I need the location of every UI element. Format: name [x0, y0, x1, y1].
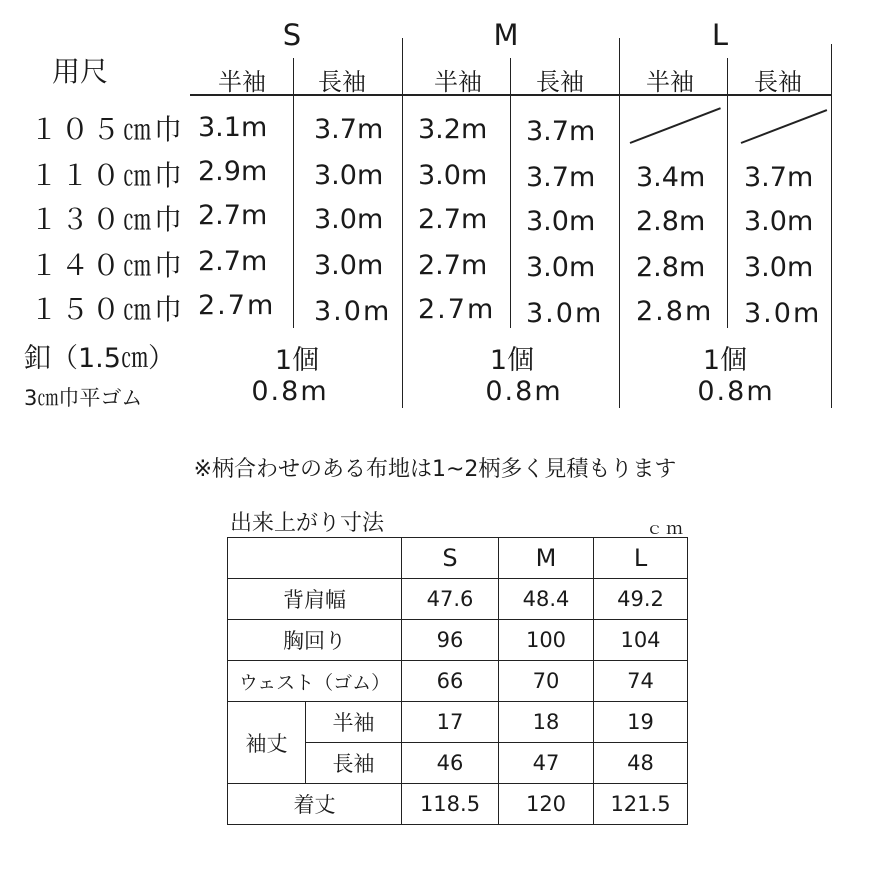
cell: 47.6 [402, 579, 499, 620]
cell: 2.8m [636, 206, 706, 237]
size-header-s: S [282, 18, 302, 52]
divider-m-l [619, 38, 620, 408]
not-applicable-slash [741, 109, 828, 144]
cell: 66 [402, 661, 499, 702]
cell: 18 [499, 702, 594, 743]
elastic-length-s: 0.8m [251, 376, 329, 407]
cell: 104 [594, 620, 688, 661]
cell: 2.7m [418, 204, 488, 235]
dimensions-unit: ｃｍ [646, 519, 686, 539]
pattern-matching-note: ※柄合わせのある布地は1~2柄多く見積もります [193, 457, 677, 482]
header-size-s: S [402, 538, 499, 579]
cell: 2.8m [636, 252, 706, 283]
cell: 2.7m [198, 246, 268, 277]
button-row-label: 釦（1.5㎝） [24, 343, 175, 374]
header-size-m: M [499, 538, 594, 579]
cell: 2.9m [198, 156, 268, 187]
cell: 2.7m [418, 250, 488, 281]
cell: 120 [499, 784, 594, 825]
table-row [228, 661, 688, 702]
cell: 3.7m [744, 162, 814, 193]
cell: 3.7m [526, 116, 596, 147]
cell: 19 [594, 702, 688, 743]
row-label-waist: ウェスト（ゴム） [228, 661, 402, 702]
cell: 2.7m [418, 294, 496, 325]
yardage-title: 用尺 [52, 55, 109, 88]
not-applicable-slash [630, 107, 721, 144]
row-label-long-sleeve: 長袖 [306, 743, 402, 784]
cell: 2.7m [198, 200, 268, 231]
button-qty-l: 1個 [702, 345, 748, 376]
header-corner [228, 538, 402, 579]
cell: 3.0m [314, 250, 384, 281]
button-qty-m: 1個 [489, 345, 535, 376]
cell: 46 [402, 743, 499, 784]
size-header-l: L [711, 18, 729, 52]
table-row [228, 620, 688, 661]
cell: 3.0m [314, 204, 384, 235]
dimensions-title: 出来上がり寸法 [230, 511, 385, 536]
cell: 3.7m [526, 162, 596, 193]
cell: 100 [499, 620, 594, 661]
elastic-length-l: 0.8m [697, 376, 775, 407]
cell: 49.2 [594, 579, 688, 620]
row-group-sleeve-length: 袖丈 [228, 702, 306, 784]
elastic-length-m: 0.8m [485, 376, 563, 407]
divider-s-sleeves [293, 58, 294, 328]
cell: 74 [594, 661, 688, 702]
cell: 70 [499, 661, 594, 702]
cell: 47 [499, 743, 594, 784]
header-rule [190, 94, 832, 96]
row-label-110: １１０㎝巾 [30, 159, 186, 192]
divider-right [831, 44, 832, 408]
table-header-row [228, 538, 688, 579]
cell: 3.7m [314, 114, 384, 145]
sleeve-header-l-short: 半袖 [646, 68, 694, 96]
cell: 3.0m [526, 206, 596, 237]
dimensions-table [227, 537, 688, 825]
row-label-shoulder: 背肩幅 [228, 579, 402, 620]
cell: 2.7m [198, 290, 276, 321]
sleeve-header-m-short: 半袖 [434, 68, 482, 96]
cell: 3.0m [314, 160, 384, 191]
table-row [228, 579, 688, 620]
row-label-chest: 胸回り [228, 620, 402, 661]
cell: 48.4 [499, 579, 594, 620]
cell: 3.0m [314, 296, 392, 327]
divider-m-sleeves [510, 58, 511, 328]
cell: 121.5 [594, 784, 688, 825]
cell: 3.0m [744, 298, 822, 329]
cell: 17 [402, 702, 499, 743]
cell: 118.5 [402, 784, 499, 825]
sleeve-header-s-long: 長袖 [318, 68, 366, 96]
cell: 48 [594, 743, 688, 784]
cell: 3.0m [526, 298, 604, 329]
table-row [228, 702, 688, 743]
divider-l-sleeves [727, 58, 728, 328]
row-label-105: １０５㎝巾 [30, 113, 186, 146]
cell: 2.8m [636, 296, 714, 327]
row-label-130: １３０㎝巾 [30, 203, 186, 236]
table-row [228, 784, 688, 825]
row-label-150: １５０㎝巾 [30, 293, 186, 326]
cell: 3.0m [526, 252, 596, 283]
row-label-140: １４０㎝巾 [30, 249, 186, 282]
sleeve-header-m-long: 長袖 [536, 68, 584, 96]
cell: 3.0m [744, 206, 814, 237]
elastic-row-label: 3㎝巾平ゴム [24, 386, 143, 410]
cell: 3.1m [198, 112, 268, 143]
button-qty-s: 1個 [274, 345, 320, 376]
row-label-short-sleeve: 半袖 [306, 702, 402, 743]
cell: 3.2m [418, 114, 488, 145]
cell: 96 [402, 620, 499, 661]
cell: 3.4m [636, 162, 706, 193]
row-label-total-length: 着丈 [228, 784, 402, 825]
header-size-l: L [594, 538, 688, 579]
sleeve-header-s-short: 半袖 [218, 68, 266, 96]
divider-s-m [402, 38, 403, 408]
sleeve-header-l-long: 長袖 [754, 68, 802, 96]
cell: 3.0m [744, 252, 814, 283]
cell: 3.0m [418, 160, 488, 191]
size-header-m: M [493, 18, 519, 52]
